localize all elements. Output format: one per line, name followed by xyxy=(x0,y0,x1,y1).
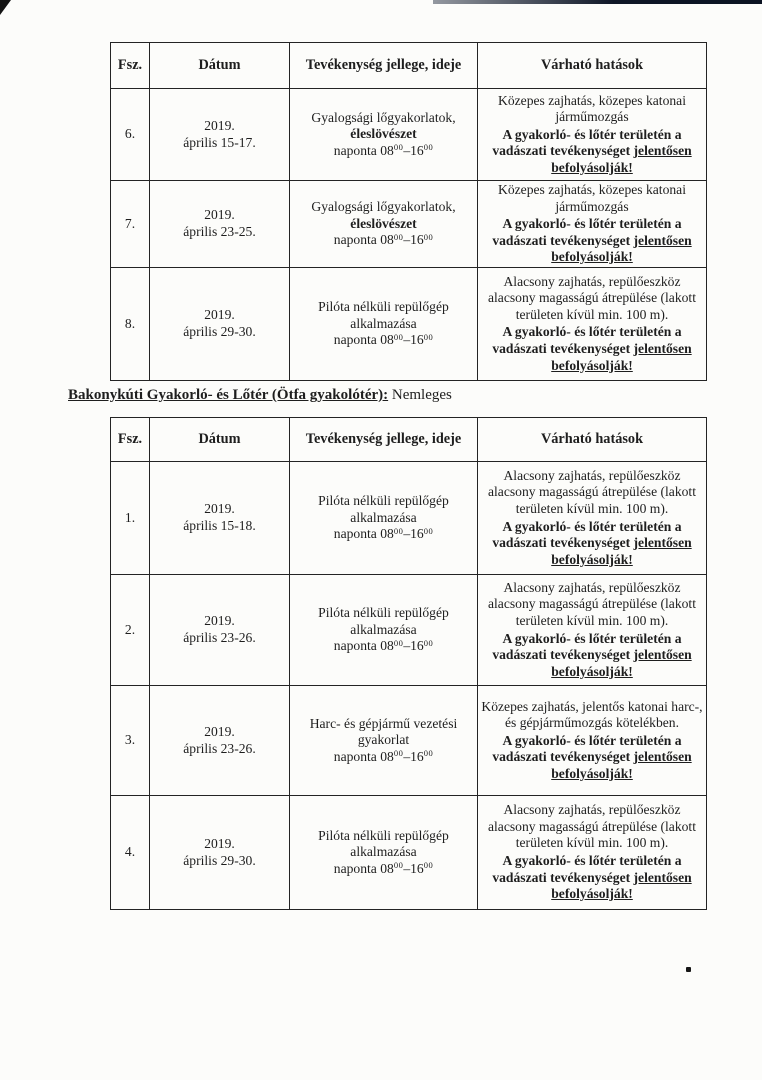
date-cell xyxy=(150,89,290,181)
row-number-cell: 6. xyxy=(111,89,150,181)
activity-time: naponta $08^{00}-16^{00}$ xyxy=(333,525,434,542)
col-header-activity: Tevékenység jellege, ideje xyxy=(290,418,478,462)
section-heading-title: Bakonykúti Gyakorló- és Lőtér (Ötfa gyakolótér): xyxy=(68,387,389,403)
date-range: április 29-30. xyxy=(183,323,256,339)
scan-corner-artifact xyxy=(0,0,11,15)
table-row xyxy=(111,686,707,796)
col-header-activity: Tevékenység jellege, ideje xyxy=(290,43,478,89)
date-cell xyxy=(150,462,290,575)
activity-cell xyxy=(290,89,478,181)
date-cell xyxy=(150,796,290,910)
activity-cell xyxy=(290,267,478,380)
activity-cell xyxy=(290,575,478,686)
activity-text: Gyalogsági lőgyakorlatok, xyxy=(311,199,456,215)
date-year: 2019. xyxy=(204,723,235,739)
activity-time: naponta $08^{00}-16^{00}$ xyxy=(333,331,434,348)
activity-table-2 xyxy=(110,417,707,910)
date-range: április 23-26. xyxy=(183,630,256,645)
impact-cell xyxy=(478,267,707,380)
impact-cell xyxy=(478,462,707,575)
impact-warning: A gyakorló- és lőtér területén a vadászati tevékenységet jelentősen befolyásolják! xyxy=(492,216,692,265)
date-year: 2019. xyxy=(204,613,235,629)
impact-cell xyxy=(478,686,707,796)
activity-cell xyxy=(290,686,478,796)
table-2-header-row xyxy=(111,418,707,462)
date-range: április 29-30. xyxy=(183,852,256,868)
table-row xyxy=(111,796,707,910)
impact-cell xyxy=(478,181,707,268)
activity-bold-text: éleslövészet xyxy=(350,215,417,231)
col-header-impact: Várható hatások xyxy=(478,43,707,89)
date-range: április 23-25. xyxy=(183,223,256,239)
impact-warning: A gyakorló- és lőtér területén a vadászati tevékenységet jelentősen befolyásolják! xyxy=(492,853,692,902)
date-cell xyxy=(150,686,290,796)
activity-text: Pilóta nélküli repülőgép alkalmazása xyxy=(318,299,449,331)
activity-time: naponta $08^{00}-16^{00}$ xyxy=(333,231,434,248)
date-cell xyxy=(150,575,290,686)
section-heading-value: Nemleges xyxy=(388,387,452,403)
col-header-datum: Dátum xyxy=(150,43,290,89)
row-number-cell: 3. xyxy=(111,686,150,796)
date-range: április 23-26. xyxy=(183,740,256,756)
activity-text: Gyalogsági lőgyakorlatok, xyxy=(311,109,456,125)
activity-text: Pilóta nélküli repülőgép alkalmazása xyxy=(318,827,449,860)
impact-text: Alacsony zajhatás, repülőeszköz alacsony magasságú átrepülése (lakott területen kívül min. 100 m). xyxy=(488,579,696,628)
impact-cell xyxy=(478,89,707,181)
row-number-cell: 7. xyxy=(111,181,150,268)
activity-cell xyxy=(290,181,478,268)
date-range: április 15-17. xyxy=(183,134,256,150)
row-number-cell: 4. xyxy=(111,796,150,910)
date-year: 2019. xyxy=(204,501,235,517)
activity-time: naponta $08^{00}-16^{00}$ xyxy=(333,142,434,158)
activity-time: naponta $08^{00}-16^{00}$ xyxy=(333,637,434,654)
table-row xyxy=(111,181,707,268)
scan-edge-line-artifact xyxy=(433,0,762,4)
date-range: április 15-18. xyxy=(183,518,256,533)
row-number-cell: 8. xyxy=(111,267,150,380)
impact-warning: A gyakorló- és lőtér területén a vadászati tevékenységet jelentősen befolyásolják! xyxy=(492,630,692,679)
impact-text: Közepes zajhatás, közepes katonai járműmozgás xyxy=(498,182,686,214)
table-row xyxy=(111,462,707,575)
table-1-header-row xyxy=(111,43,707,89)
table-row xyxy=(111,89,707,181)
activity-cell xyxy=(290,796,478,910)
date-year: 2019. xyxy=(204,207,235,223)
table-row xyxy=(111,267,707,380)
date-year: 2019. xyxy=(204,117,235,133)
col-header-datum: Dátum xyxy=(150,418,290,462)
activity-time: naponta $08^{00}-16^{00}$ xyxy=(333,860,434,876)
date-cell xyxy=(150,181,290,268)
row-number-cell: 2. xyxy=(111,575,150,686)
activity-text: Pilóta nélküli repülőgép alkalmazása xyxy=(318,493,449,525)
col-header-fsz: Fsz. xyxy=(111,418,150,462)
impact-warning: A gyakorló- és lőtér területén a vadászati tevékenységet jelentősen befolyásolják! xyxy=(492,732,692,781)
impact-text: Közepes zajhatás, jelentős katonai harc-, és gépjárműmozgás kötelékben. xyxy=(481,698,703,731)
impact-text: Közepes zajhatás, közepes katonai járműmozgás xyxy=(498,92,686,125)
activity-text: Harc- és gépjármű vezetési gyakorlat xyxy=(309,715,458,748)
impact-warning: A gyakorló- és lőtér területén a vadászati tevékenységet jelentősen befolyásolják! xyxy=(492,518,692,567)
impact-warning: A gyakorló- és lőtér területén a vadászati tevékenységet jelentősen befolyásolják! xyxy=(492,324,692,373)
date-year: 2019. xyxy=(204,835,235,851)
activity-text: Pilóta nélküli repülőgép alkalmazása xyxy=(318,605,449,637)
activity-cell xyxy=(290,462,478,575)
activity-time: naponta $08^{00}-16^{00}$ xyxy=(333,748,434,764)
ink-speck-artifact xyxy=(686,967,691,972)
table-row xyxy=(111,575,707,686)
row-number-cell: 1. xyxy=(111,462,150,575)
impact-warning: A gyakorló- és lőtér területén a vadászati tevékenységet jelentősen befolyásolják! xyxy=(492,126,692,175)
impact-text: Alacsony zajhatás, repülőeszköz alacsony magasságú átrepülése (lakott területen kívül min. 100 m). xyxy=(488,467,696,516)
impact-cell xyxy=(478,575,707,686)
impact-cell xyxy=(478,796,707,910)
impact-text: Alacsony zajhatás, repülőeszköz alacsony magasságú átrepülése (lakott területen kívül min. 100 m). xyxy=(488,273,696,322)
date-cell xyxy=(150,267,290,380)
activity-bold-text: éleslövészet xyxy=(350,126,417,142)
impact-text: Alacsony zajhatás, repülőeszköz alacsony magasságú átrepülése (lakott területen kívül min. 100 m). xyxy=(488,802,696,851)
activity-table-1 xyxy=(110,42,707,381)
date-year: 2019. xyxy=(204,307,235,323)
col-header-impact: Várható hatások xyxy=(478,418,707,462)
col-header-fsz: Fsz. xyxy=(111,43,150,89)
section-heading xyxy=(68,387,452,404)
